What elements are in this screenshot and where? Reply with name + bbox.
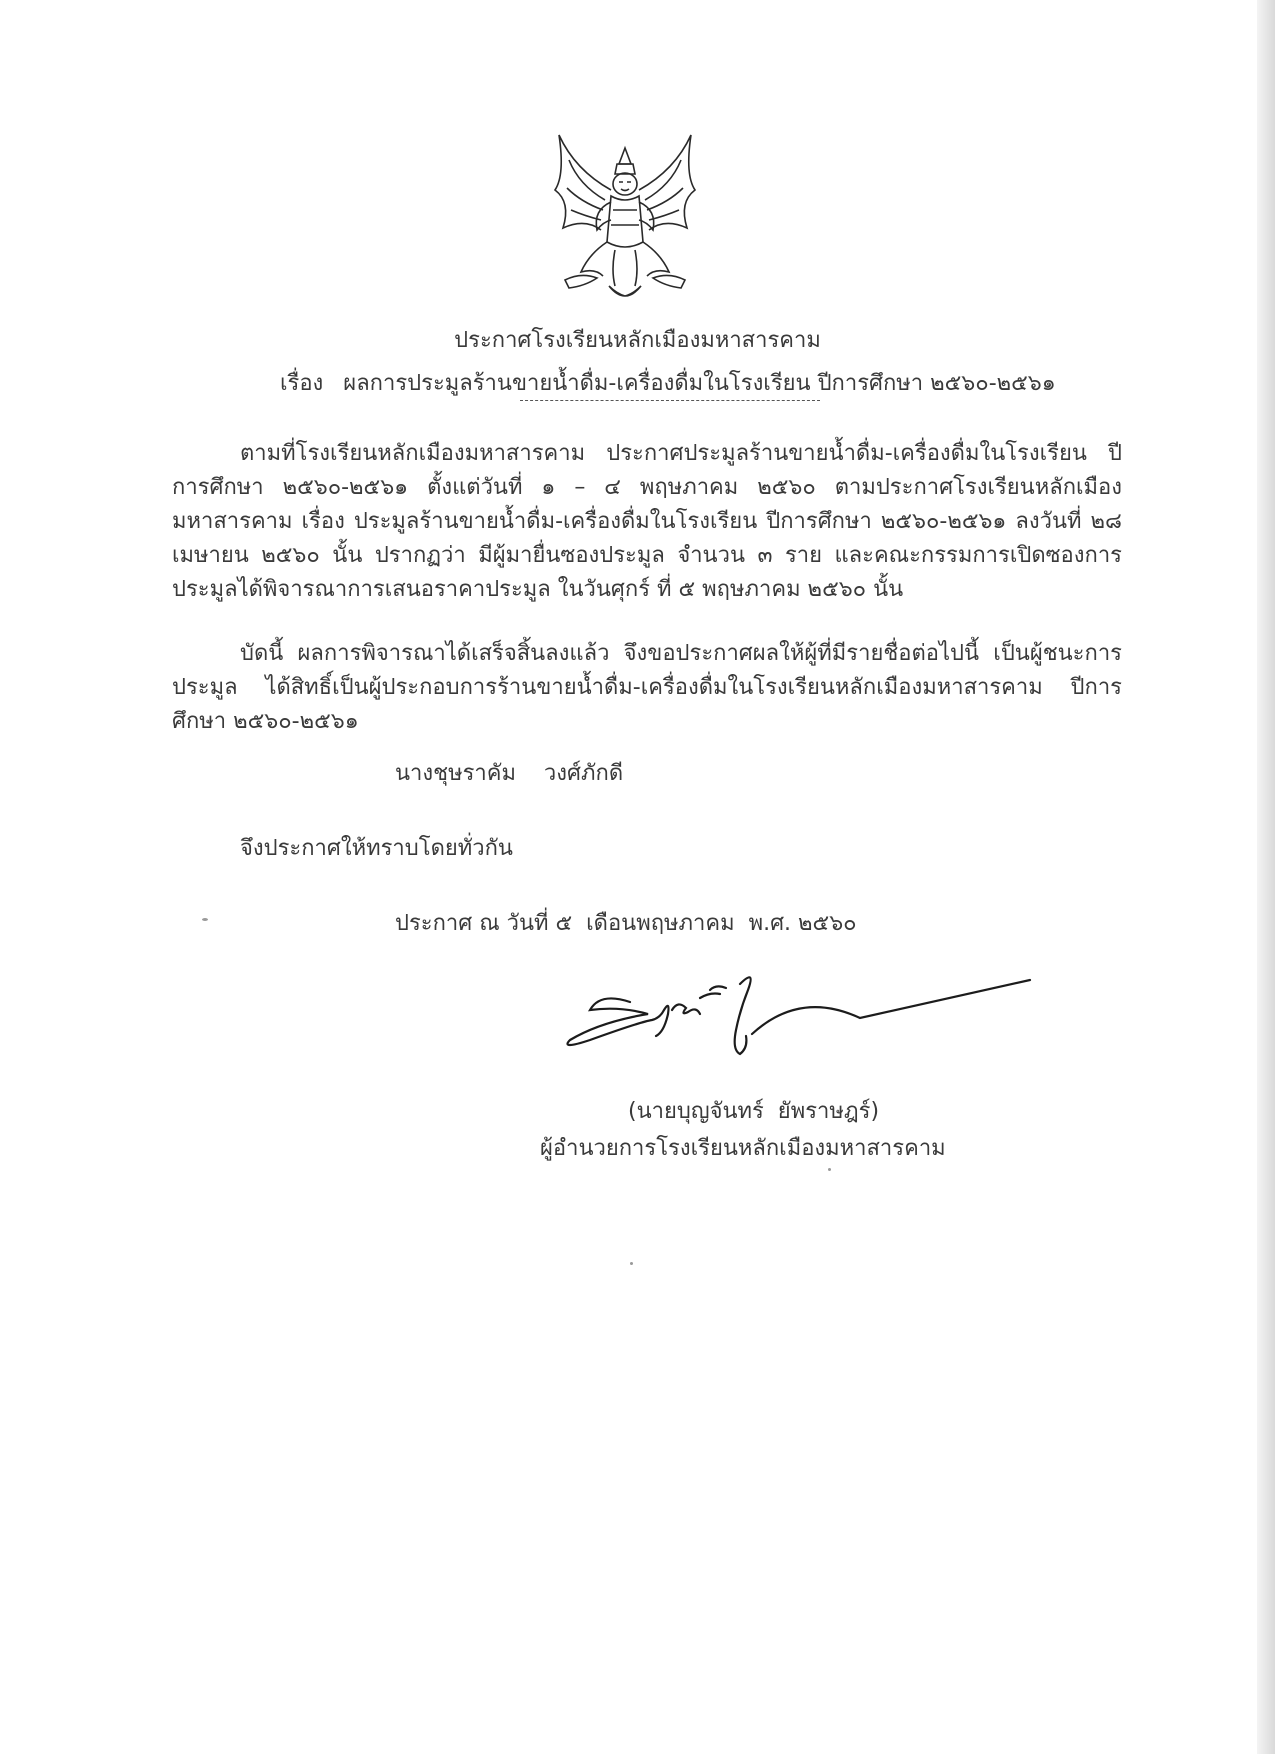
announcement-title: ประกาศโรงเรียนหลักเมืองมหาสารคาม — [454, 328, 821, 353]
announcement-subject — [280, 365, 1056, 400]
signatory-position: ผู้อำนวยการโรงเรียนหลักเมืองมหาสารคาม — [540, 1136, 946, 1161]
scan-speck — [828, 1168, 831, 1171]
body-paragraph-1: ตามที่โรงเรียนหลักเมืองมหาสารคาม ประกาศประมูลร้านขายน้ำดื่ม-เครื่องดื่มในโรงเรียน ปีการศึกษา ๒๕๖๐-๒๕๖๑ ตั้งแต่วันที่ ๑ – ๔ พฤษภาคม ๒๕๖๐ ตามประกาศโรงเรียนหลักเมืองมหาสารคาม เรื่อง ประมูลร้านขายน้ำดื่ม-เครื่องดื่มในโรงเรียน ปีการศึกษา ๒๕๖๐-๒๕๖๑ ลงวันที่ ๒๘ เมษายน ๒๕๖๐ นั้น ปรากฏว่า มีผู้มายื่นซองประมูล จำนวน ๓ ราย และคณะกรรมการเปิดซองการประมูลได้พิจารณาการเสนอราคาประมูล ในวันศุกร์ ที่ ๕ พฤษภาคม ๒๕๖๐ นั้น — [172, 441, 1122, 602]
garuda-emblem-icon — [545, 130, 705, 305]
subject-label: เรื่อง — [280, 371, 324, 396]
signatory-name: (นายบุญจันทร์ ยัพราษฎร์) — [628, 1099, 880, 1124]
date-line: ประกาศ ณ วันที่ ๕ เดือนพฤษภาคม พ.ศ. ๒๕๖๐ — [395, 911, 857, 936]
scan-speck — [630, 1262, 633, 1265]
title-separator — [520, 400, 820, 401]
winner-name: นางชุษราคัม วงศ์ภักดี — [395, 761, 624, 786]
handwritten-signature — [560, 970, 1040, 1070]
scan-edge — [1257, 0, 1275, 1754]
subject-text: ผลการประมูลร้านขายน้ำดื่ม-เครื่องดื่มในโรงเรียน ปีการศึกษา ๒๕๖๐-๒๕๖๑ — [343, 371, 1056, 396]
scan-speck — [202, 918, 208, 921]
body-paragraph-2: บัดนี้ ผลการพิจารณาได้เสร็จสิ้นลงแล้ว จึงขอประกาศผลให้ผู้ที่มีรายชื่อต่อไปนี้ เป็นผู้ชนะการประมูล ได้สิทธิ์เป็นผู้ประกอบการร้านขายน้ำดื่ม-เครื่องดื่มในโรงเรียนหลักเมืองมหาสารคาม ปีการศึกษา ๒๕๖๐-๒๕๖๑ — [172, 641, 1122, 734]
notice-line: จึงประกาศให้ทราบโดยทั่วกัน — [240, 836, 513, 861]
